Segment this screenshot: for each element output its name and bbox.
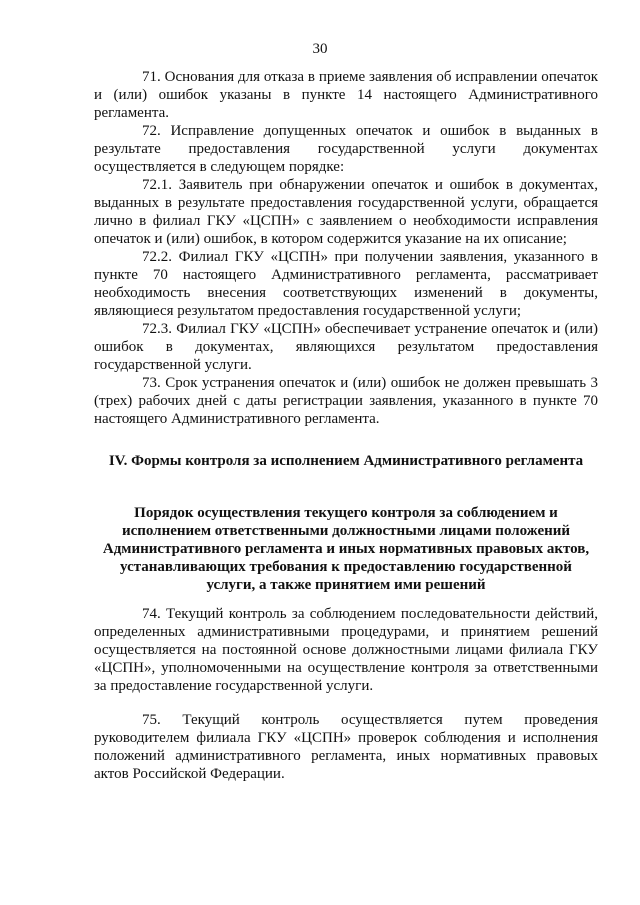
paragraph-72-3: 72.3. Филиал ГКУ «ЦСПН» обеспечивает устранение опечаток и (или) ошибок в документах, являющихся результатом предоставления государственной услуги.	[94, 321, 598, 373]
paragraph-72-1: 72.1. Заявитель при обнаружении опечаток и ошибок в документах, выданных в результате предоставления государственной услуги, обращается лично в филиал ГКУ «ЦСПН» с заявлением о необходимости исправления опечаток и (или) ошибок, в котором содержится указание на их описание;	[94, 177, 598, 247]
paragraph-74: 74. Текущий контроль за соблюдением последовательности действий, определенных административными процедурами, и принятием решений осуществляется на постоянной основе должностными лицами филиала ГКУ «ЦСПН», уполномоченными на осуществление контроля за ответственными за предоставление государственной услуги.	[94, 606, 598, 694]
paragraph-75: 75. Текущий контроль осуществляется путем проведения руководителем филиала ГКУ «ЦСПН» проверок соблюдения и исполнения положений административного регламента, иных нормативных правовых актов Российской Федерации.	[94, 712, 598, 782]
document-body	[94, 68, 598, 783]
page-number: 30	[312, 41, 328, 57]
paragraph-73: 73. Срок устранения опечаток и (или) ошибок не должен превышать 3 (трех) рабочих дней с даты регистрации заявления, указанного в пункте 70 настоящего Административного регламента.	[94, 375, 598, 427]
paragraph-72-2: 72.2. Филиал ГКУ «ЦСПН» при получении заявления, указанного в пункте 70 настоящего Административного регламента, рассматривает необходимость внесения соответствующих изменений в документы, являющиеся результатом предоставления государственной услуги;	[94, 249, 598, 319]
paragraph-72: 72. Исправление допущенных опечаток и ошибок в выданных в результате предоставления государственной услуги документах осуществляется в следующем порядке:	[94, 123, 598, 175]
paragraph-71: 71. Основания для отказа в приеме заявления об исправлении опечаток и (или) ошибок указаны в пункте 14 настоящего Административного регламента.	[94, 69, 598, 121]
subsection-heading: Порядок осуществления текущего контроля за соблюдением и исполнением ответственными должностными лицами положений Административного регламента и иных нормативных правовых актов, устанавливающих требования к предоставлению государственной услуги, а также принятием ими решений	[102, 505, 590, 593]
section-heading: IV. Формы контроля за исполнением Административного регламента	[108, 453, 584, 469]
